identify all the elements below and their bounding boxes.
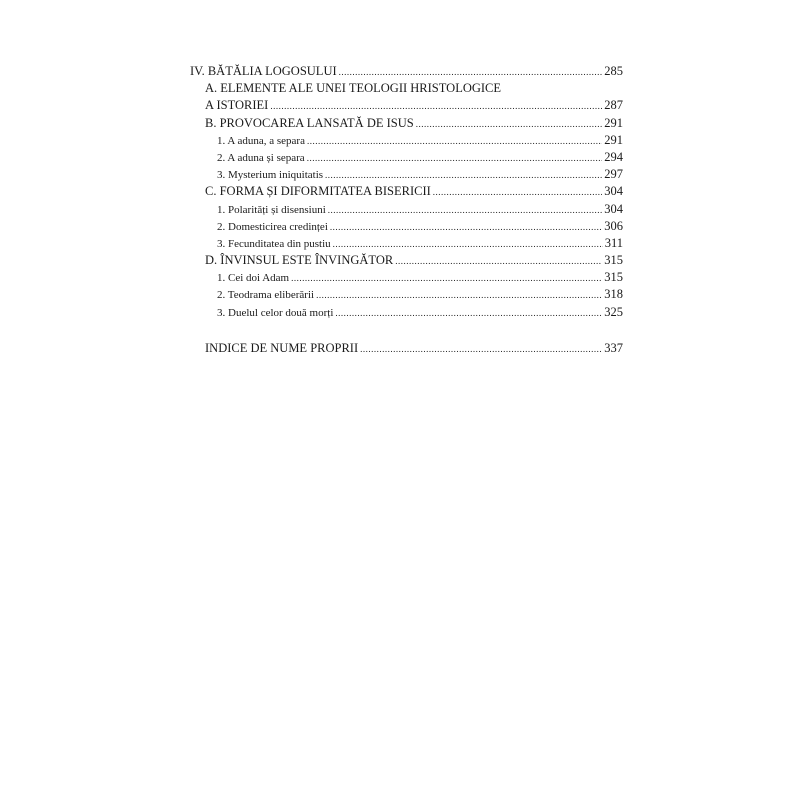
dot-leader xyxy=(270,98,602,115)
toc-entry-b2[interactable] xyxy=(190,149,623,166)
dot-leader xyxy=(325,167,602,184)
toc-entry-title: C. FORMA ȘI DIFORMITATEA BISERICII xyxy=(205,184,431,199)
toc-entry-index[interactable] xyxy=(190,340,623,357)
toc-entry-title: 2. Domesticirea credinței xyxy=(217,220,328,233)
toc-entry-page: 304 xyxy=(604,201,623,216)
toc-entry-title: 3. Mysterium iniquitatis xyxy=(217,169,324,182)
toc-entry-page: 311 xyxy=(604,235,623,250)
toc-entry-page: 304 xyxy=(604,184,623,199)
table-of-contents xyxy=(190,63,623,357)
toc-entry-title: 3. Duelul celor două morți xyxy=(217,306,334,319)
dot-leader xyxy=(395,253,602,270)
toc-entry-c2[interactable] xyxy=(190,218,623,235)
toc-entry-page: 325 xyxy=(604,304,623,319)
toc-entry-title: A ISTORIEI xyxy=(205,98,269,113)
toc-entry-c1[interactable] xyxy=(190,201,623,218)
toc-entry-section-a-line1[interactable] xyxy=(190,80,623,97)
toc-entry-section-d[interactable] xyxy=(190,252,623,269)
toc-entry-title: 2. A aduna și separa xyxy=(217,151,305,164)
toc-entry-d2[interactable] xyxy=(190,286,623,303)
dot-leader xyxy=(328,202,602,219)
toc-entry-section-a[interactable] xyxy=(190,97,623,114)
toc-entry-page: 306 xyxy=(604,218,623,233)
toc-entry-page: 315 xyxy=(604,253,623,268)
toc-entry-title: B. PROVOCAREA LANSATĂ DE ISUS xyxy=(205,115,414,130)
dot-leader xyxy=(330,219,602,236)
toc-entry-c3[interactable] xyxy=(190,235,623,252)
toc-entry-title: INDICE DE NUME PROPRII xyxy=(205,340,359,355)
toc-entry-page: 287 xyxy=(604,98,623,113)
toc-entry-d1[interactable] xyxy=(190,269,623,286)
dot-leader xyxy=(433,184,602,201)
toc-entry-page: 291 xyxy=(604,115,623,130)
dot-leader xyxy=(333,236,603,253)
toc-entry-b1[interactable] xyxy=(190,132,623,149)
toc-entry-title: 1. A aduna, a separa xyxy=(217,134,305,147)
dot-leader xyxy=(307,133,602,150)
toc-entry-page: 297 xyxy=(604,167,623,182)
toc-entry-page: 291 xyxy=(604,132,623,147)
dot-leader xyxy=(360,341,602,358)
toc-entry-page: 337 xyxy=(604,340,623,355)
toc-entry-title: 1. Cei doi Adam xyxy=(217,272,290,285)
toc-entry-page: 315 xyxy=(604,270,623,285)
toc-entry-page: 285 xyxy=(604,64,623,78)
toc-entry-page: 294 xyxy=(604,149,623,164)
toc-entry-section-c[interactable] xyxy=(190,183,623,200)
toc-entry-title: D. ÎNVINSUL ESTE ÎNVINGĂTOR xyxy=(205,253,394,268)
toc-entry-page: 318 xyxy=(604,287,623,302)
toc-entry-title: 1. Polarități și disensiuni xyxy=(217,203,326,216)
toc-entry-title: IV. BĂTĂLIA LOGOSULUI xyxy=(190,64,337,78)
toc-entry-title: 3. Fecunditatea din pustiu xyxy=(217,237,331,250)
toc-entry-part-iv[interactable] xyxy=(190,63,623,80)
toc-entry-b3[interactable] xyxy=(190,166,623,183)
dot-leader xyxy=(316,287,602,304)
dot-leader xyxy=(416,116,603,133)
toc-entry-section-b[interactable] xyxy=(190,115,623,132)
dot-leader xyxy=(307,150,603,167)
toc-entry-d3[interactable] xyxy=(190,304,623,321)
dot-leader xyxy=(339,64,603,81)
spacer xyxy=(190,321,623,340)
toc-entry-title: 2. Teodrama eliberării xyxy=(217,289,315,302)
dot-leader xyxy=(335,305,602,322)
dot-leader xyxy=(291,270,602,287)
toc-entry-title: A. ELEMENTE ALE UNEI TEOLOGII HRISTOLOGICE xyxy=(205,81,502,96)
